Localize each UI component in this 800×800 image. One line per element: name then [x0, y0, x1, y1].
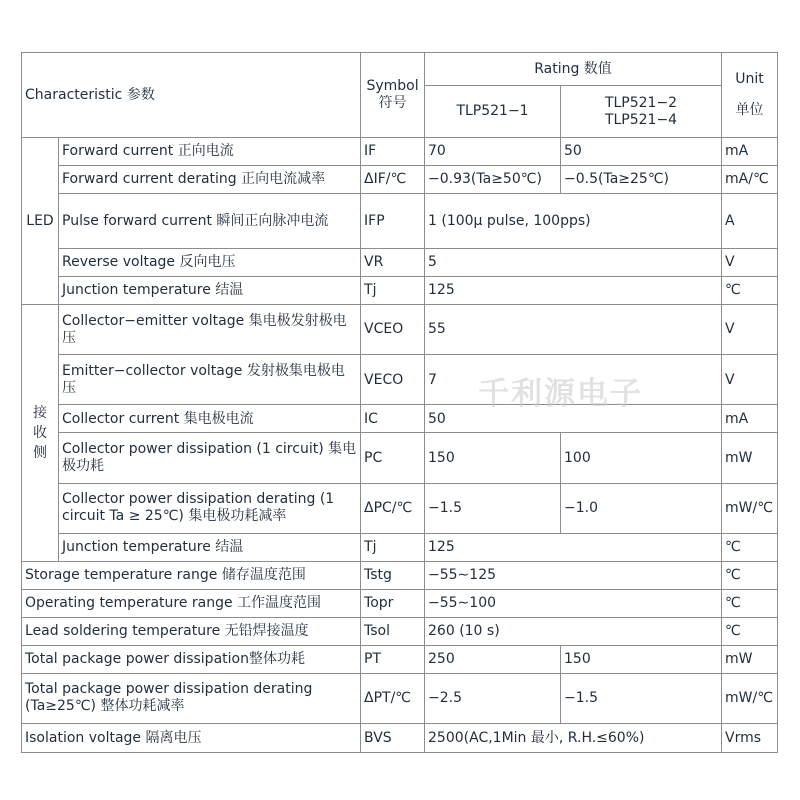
row-symbol: Tj	[361, 277, 425, 305]
row-unit: Vrms	[722, 723, 778, 752]
table-row	[22, 645, 778, 673]
row-name: Operating temperature range 工作温度范围	[22, 589, 361, 617]
header-characteristic: Characteristic 参数	[22, 53, 361, 138]
row-symbol: Tstg	[361, 561, 425, 589]
row-unit: mW	[722, 645, 778, 673]
row-value-1: 250	[425, 645, 561, 673]
row-unit: ℃	[722, 561, 778, 589]
row-value: 2500(AC,1Min 最小, R.H.≤60%)	[425, 723, 722, 752]
row-symbol: IFP	[361, 194, 425, 249]
row-symbol: Topr	[361, 589, 425, 617]
header-unit-cn: 单位	[735, 102, 764, 119]
row-unit: ℃	[722, 277, 778, 305]
row-symbol: VCEO	[361, 305, 425, 355]
row-value: 125	[425, 533, 722, 561]
row-value-1: −2.5	[425, 673, 561, 723]
row-unit: ℃	[722, 589, 778, 617]
row-value: 1 (100μ pulse, 100pps)	[425, 194, 722, 249]
header-unit-en: Unit	[735, 71, 764, 88]
row-unit: mA	[722, 138, 778, 166]
row-name: Emitter−collector voltage 发射极集电极电压	[59, 355, 361, 405]
table-row	[22, 589, 778, 617]
row-value-1: −1.5	[425, 483, 561, 533]
table-row	[22, 723, 778, 752]
row-unit: ℃	[722, 533, 778, 561]
watermark-text: 千利源电子	[478, 376, 643, 412]
row-name: Total package power dissipation整体功耗	[22, 645, 361, 673]
table-row	[22, 617, 778, 645]
header-col2-b: TLP521−4	[604, 111, 678, 128]
row-name: Total package power dissipation derating (Ta≥25℃) 整体功耗减率	[22, 673, 361, 723]
row-symbol: PT	[361, 645, 425, 673]
group-receiver	[22, 305, 59, 561]
row-name: Pulse forward current 瞬间正向脉冲电流	[59, 194, 361, 249]
row-unit: mA/℃	[722, 166, 778, 194]
row-name: Forward current 正向电流	[59, 138, 361, 166]
row-unit: ℃	[722, 617, 778, 645]
table-row	[22, 305, 778, 355]
table-row	[22, 277, 778, 305]
row-unit: mW/℃	[722, 673, 778, 723]
header-rating: Rating 数值	[425, 53, 722, 86]
header-symbol	[361, 53, 425, 138]
row-symbol: Tsol	[361, 617, 425, 645]
row-value: 7	[425, 355, 722, 405]
table-row	[22, 673, 778, 723]
row-unit: mA	[722, 405, 778, 433]
row-value: 5	[425, 249, 722, 277]
table-row	[22, 405, 778, 433]
row-symbol: VR	[361, 249, 425, 277]
header-unit	[722, 53, 778, 138]
group-receiver-char: 侧	[33, 444, 47, 461]
row-symbol: IF	[361, 138, 425, 166]
row-symbol: VECO	[361, 355, 425, 405]
header-symbol-cn: 符号	[378, 95, 407, 112]
group-led: LED	[22, 138, 59, 305]
row-name: Storage temperature range 储存温度范围	[22, 561, 361, 589]
row-name: Reverse voltage 反向电压	[59, 249, 361, 277]
row-value: 260 (10 s)	[425, 617, 722, 645]
table-row	[22, 194, 778, 249]
row-value: 55	[425, 305, 722, 355]
row-value-2: −0.5(Ta≥25℃)	[561, 166, 722, 194]
row-unit: V	[722, 355, 778, 405]
header-col2-a: TLP521−2	[604, 94, 678, 111]
row-name: Lead soldering temperature 无铅焊接温度	[22, 617, 361, 645]
group-receiver-char: 收	[33, 424, 47, 441]
row-value: 50	[425, 405, 722, 433]
row-symbol: ΔPT/℃	[361, 673, 425, 723]
row-name: Collector−emitter voltage 集电极发射极电压	[59, 305, 361, 355]
row-value-2: −1.0	[561, 483, 722, 533]
row-unit: V	[722, 249, 778, 277]
row-unit: mW	[722, 433, 778, 483]
row-name: Collector current 集电极电流	[59, 405, 361, 433]
row-name: Collector power dissipation (1 circuit) 集电极功耗	[59, 433, 361, 483]
row-symbol: BVS	[361, 723, 425, 752]
row-value-1: 70	[425, 138, 561, 166]
table-row	[22, 166, 778, 194]
table-row	[22, 561, 778, 589]
header-row	[22, 53, 778, 86]
row-name: Junction temperature 结温	[59, 277, 361, 305]
table-row	[22, 433, 778, 483]
row-unit: mW/℃	[722, 483, 778, 533]
row-value-1: −0.93(Ta≥50℃)	[425, 166, 561, 194]
table-row	[22, 355, 778, 405]
row-symbol: IC	[361, 405, 425, 433]
row-symbol: Tj	[361, 533, 425, 561]
spec-table	[21, 52, 778, 753]
row-symbol: PC	[361, 433, 425, 483]
table-row	[22, 533, 778, 561]
row-name: Forward current derating 正向电流减率	[59, 166, 361, 194]
row-name: Isolation voltage 隔离电压	[22, 723, 361, 752]
row-value: −55∼125	[425, 561, 722, 589]
row-name: Junction temperature 结温	[59, 533, 361, 561]
row-symbol: ΔPC/℃	[361, 483, 425, 533]
row-value-2: 100	[561, 433, 722, 483]
group-receiver-char: 接	[33, 404, 47, 421]
row-value: 125	[425, 277, 722, 305]
table-row	[22, 483, 778, 533]
table-row	[22, 249, 778, 277]
row-name: Collector power dissipation derating (1 circuit Ta ≥ 25℃) 集电极功耗减率	[59, 483, 361, 533]
row-symbol: ΔIF/℃	[361, 166, 425, 194]
header-symbol-en: Symbol	[366, 78, 419, 95]
row-unit: A	[722, 194, 778, 249]
header-col1: TLP521−1	[425, 86, 561, 138]
row-unit: V	[722, 305, 778, 355]
row-value: −55∼100	[425, 589, 722, 617]
header-col2	[561, 86, 722, 138]
row-value-2: −1.5	[561, 673, 722, 723]
row-value-2: 150	[561, 645, 722, 673]
row-value-1: 150	[425, 433, 561, 483]
row-value-2: 50	[561, 138, 722, 166]
table-row	[22, 138, 778, 166]
